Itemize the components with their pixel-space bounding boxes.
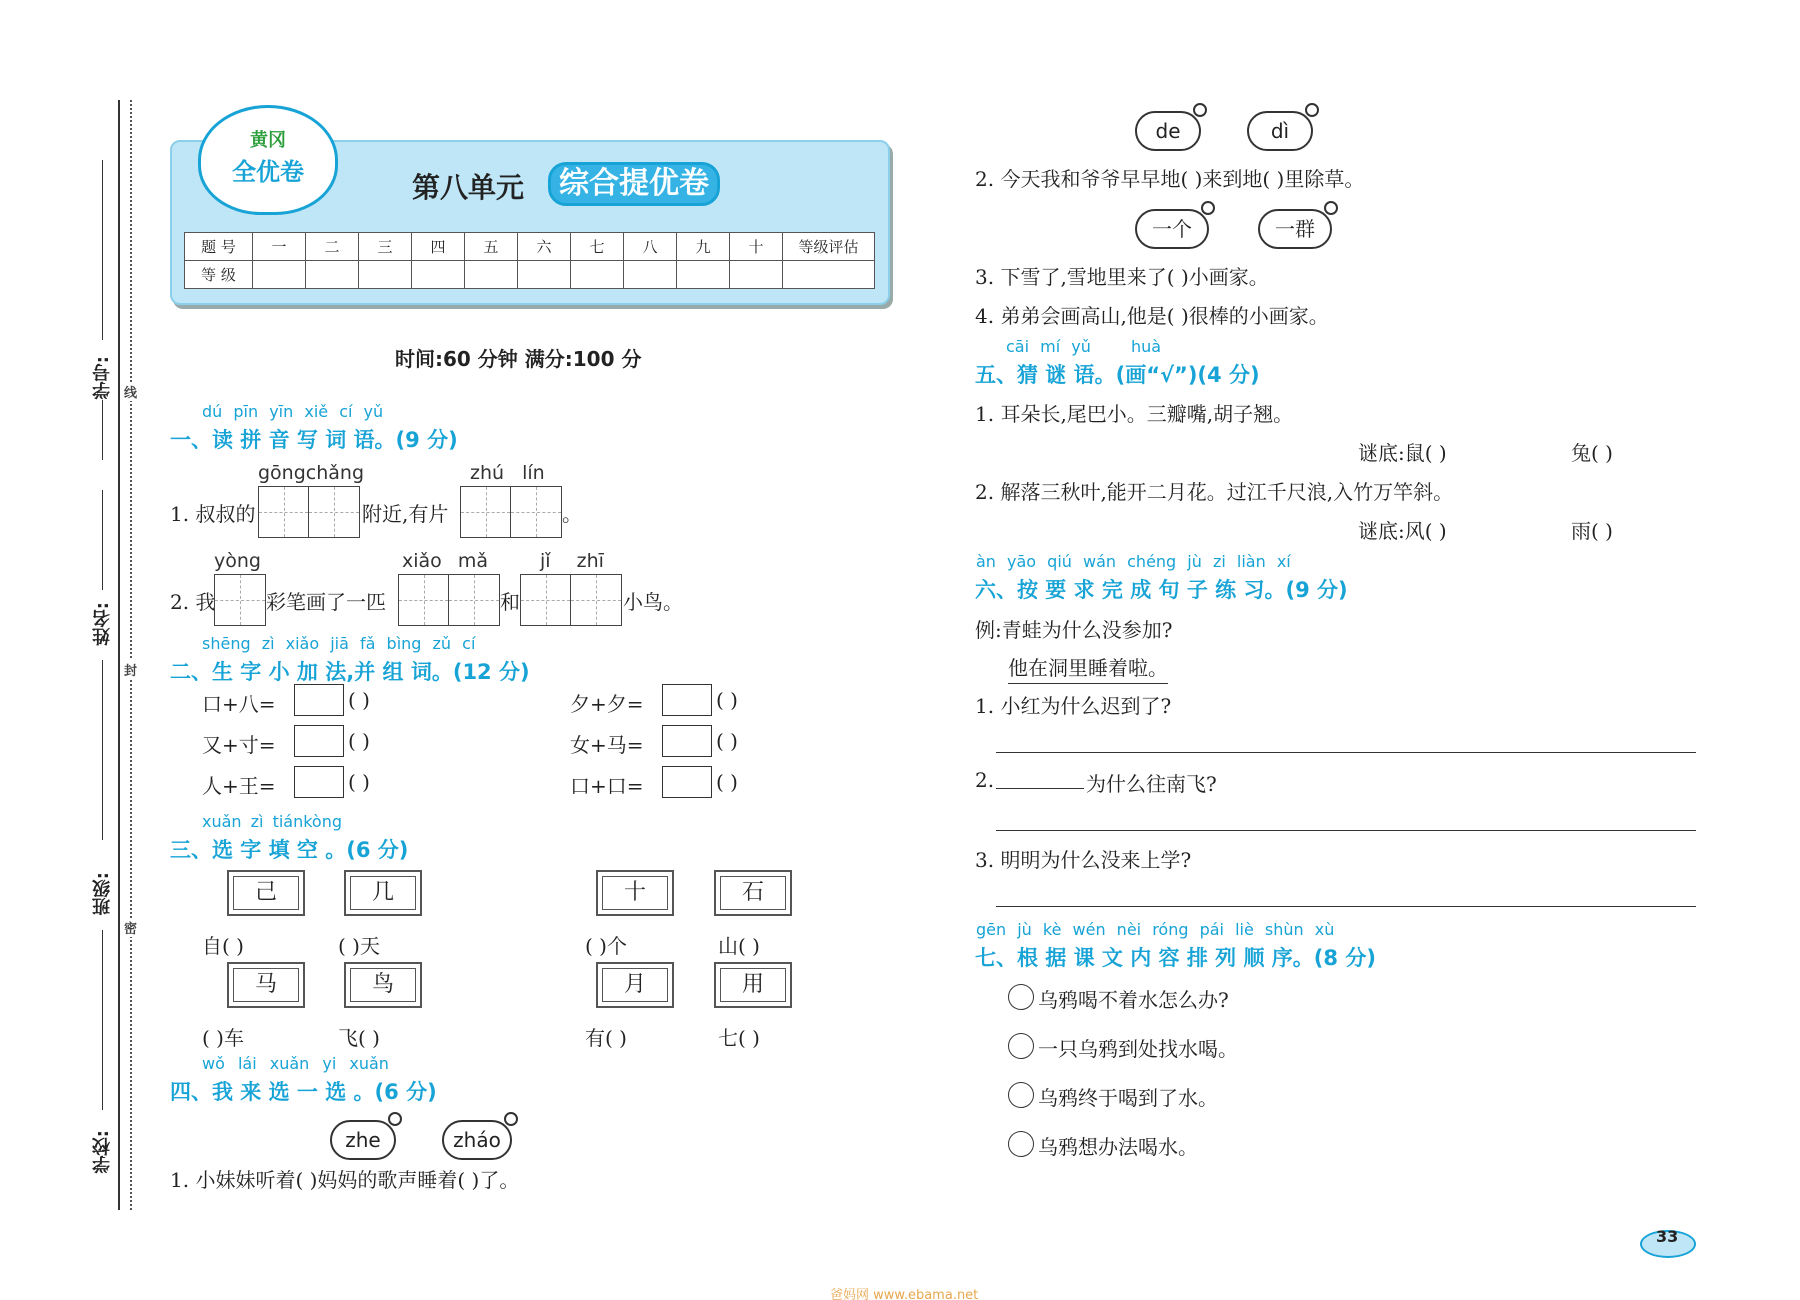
binding-margin [60,100,140,1210]
s2-formula: 口+八= [202,692,276,716]
s3-blank[interactable]: 飞( ) [338,1026,380,1050]
score-col-header: 四 [412,233,465,261]
name-line [102,490,103,590]
s7-pinyin: gēn jù kè wén nèi róng pái liè shùn xù [976,920,1335,939]
student-id-label: 学号: [92,356,113,400]
s5-q2: 2. 解落三秋叶,能开二月花。过江千尺浪,入竹万竿斜。 [975,480,1454,504]
cut-mark-feng: 封 [124,660,137,679]
s4-q4: 4. 弟弟会画高山,他是( )很棒的小画家。 [975,304,1329,328]
s2-word-blank[interactable]: ( ) [716,770,738,794]
s2-answer-box[interactable] [294,725,344,757]
s3-choice-frame: 鸟 [344,962,422,1008]
s1-q2-pinyin-a: yòng [214,550,261,572]
s4-title: 四、我 来 选 一 选 。(6 分) [170,1080,437,1104]
s4-q1: 1. 小妹妹听着( )妈妈的歌声睡着( )了。 [170,1168,520,1192]
s5-a1-mouse: 谜底:鼠( ) [1358,441,1447,465]
s4-q1-choice-a: zhe [330,1120,396,1160]
s6-title: 六、按 要 求 完 成 句 子 练 习。(9 分) [975,578,1348,602]
s1-title: 一、读 拼 音 写 词 语。(9 分) [170,428,458,452]
score-col-header: 三 [359,233,412,261]
score-col-header: 一 [253,233,306,261]
page-number: 33 [1656,1227,1679,1246]
s2-formula: 夕+夕= [570,692,644,716]
s2-title: 二、生 字 小 加 法,并 组 词。(12 分) [170,660,530,684]
s4-q1-choice-b: zháo [442,1120,512,1160]
score-cell[interactable] [306,261,359,289]
s2-word-blank[interactable]: ( ) [348,729,370,753]
score-cell[interactable] [359,261,412,289]
s2-answer-box[interactable] [294,766,344,798]
s4-q2-choice-a: de [1135,111,1201,151]
s3-blank[interactable]: 七( ) [718,1026,760,1050]
score-col-header: 五 [465,233,518,261]
s1-q2-text-a: 2. 我 [170,590,216,614]
s6-pinyin: àn yāo qiú wán chéng jù zi liàn xí [976,552,1291,571]
s2-formula: 又+寸= [202,733,276,757]
s1-q1-text-b: 附近,有片 [362,502,449,526]
s5-a2-rain: 雨( ) [1571,519,1613,543]
s1-q1-pinyin-b: zhú lín [470,462,545,484]
score-col-header: 等级评估 [783,233,875,261]
score-cell[interactable] [412,261,465,289]
time-info: 时间:60 分钟 满分:100 分 [395,347,642,371]
score-table-header-label: 题 号 [185,233,253,261]
cut-mark-xian: 线 [124,382,137,401]
s7-order-circle[interactable] [1008,1082,1034,1108]
s1-q2-grid-a[interactable] [214,574,266,626]
s1-q1-text-a: 1. 叔叔的 [170,502,256,526]
s6-q3: 3. 明明为什么没来上学? [975,848,1192,872]
s1-pinyin: dú pīn yīn xiě cí yǔ [202,402,384,421]
s3-choice-frame: 几 [344,870,422,916]
name-line-2 [102,660,103,840]
s3-pinyin: xuǎn zì tiánkòng [202,812,343,831]
s4-q2-choice-b: dì [1247,111,1313,151]
score-cell[interactable] [624,261,677,289]
s2-word-blank[interactable]: ( ) [348,688,370,712]
score-cell[interactable] [253,261,306,289]
s2-formula: 人+王= [202,774,276,798]
s3-choice-frame: 用 [714,962,792,1008]
student-id-line-2 [102,400,103,460]
s5-q1: 1. 耳朵长,尾巴小。三瓣嘴,胡子翘。 [975,402,1294,426]
s2-formula: 女+马= [570,733,644,757]
s4-q2: 2. 今天我和爷爷早早地( )来到地( )里除草。 [975,167,1365,191]
class-line [102,930,103,1110]
s3-choice-frame: 十 [596,870,674,916]
s5-title: 五、猜 谜 语。(画“√”)(4 分) [975,363,1260,387]
score-col-header: 二 [306,233,359,261]
binding-solid-line [118,100,120,1210]
s2-pinyin: shēng zì xiǎo jiā fǎ bìng zǔ cí [202,634,476,653]
footer-watermark: 爸妈网 www.ebama.net [830,1288,979,1300]
logo-top-text: 黄冈 [250,130,286,151]
score-col-header: 八 [624,233,677,261]
s3-blank[interactable]: 自( ) [202,934,244,958]
s7-order-circle[interactable] [1008,984,1034,1010]
s3-choice-frame: 马 [227,962,305,1008]
s6-q2-blank[interactable] [996,788,1084,789]
s3-blank[interactable]: ( )车 [202,1026,244,1050]
score-table [184,232,875,289]
s4-q3-choice-b: 一群 [1258,209,1332,249]
score-cell[interactable] [783,261,875,289]
s3-blank[interactable]: 有( ) [585,1026,627,1050]
s2-answer-box[interactable] [294,684,344,716]
s1-q2-text-c: 和 [500,590,520,614]
title-badge: 综合提优卷 [548,162,720,206]
s3-choice-frame: 石 [714,870,792,916]
score-cell[interactable] [465,261,518,289]
logo-badge [198,105,338,215]
s3-blank[interactable]: ( )个 [585,934,627,958]
s2-answer-box[interactable] [662,725,712,757]
s6-example-answer: 他在洞里睡着啦。 [1008,652,1168,684]
cut-mark-mi: 密 [124,918,137,937]
s7-item: 乌鸦想办法喝水。 [1038,1135,1198,1159]
s7-item: 一只乌鸦到处找水喝。 [1038,1037,1238,1061]
student-id-line [102,160,103,340]
s2-formula: 口+口= [570,774,644,798]
score-col-header: 十 [730,233,783,261]
score-table-grade-label: 等 级 [185,261,253,289]
s5-pinyin-b: huà [1131,337,1162,356]
s1-q2-grid-c[interactable] [520,574,622,626]
s3-blank[interactable]: 山( ) [718,934,760,958]
s5-a2-wind: 谜底:风( ) [1358,519,1447,543]
school-label: 学校: [92,1130,113,1174]
s6-q1-answer-line[interactable] [996,752,1696,753]
s1-q2-text-b: 彩笔画了一匹 [266,590,386,614]
s2-answer-box[interactable] [662,684,712,716]
s1-q1-grid-b[interactable] [460,486,562,538]
s1-q1-text-c: 。 [562,502,582,526]
s5-a1-rabbit: 兔( ) [1571,441,1613,465]
score-col-header: 九 [677,233,730,261]
s4-q3-choice-a: 一个 [1135,209,1209,249]
s1-q2-pinyin-b: xiǎo mǎ [402,550,488,572]
binding-dotted-line [130,100,132,1210]
s6-q2-num: 2. [975,768,995,792]
s3-choice-frame: 月 [596,962,674,1008]
s1-q2-text-d: 小鸟。 [623,590,683,614]
s6-q3-answer-line[interactable] [996,906,1696,907]
s4-q3: 3. 下雪了,雪地里来了( )小画家。 [975,265,1269,289]
s3-choice-frame: 己 [227,870,305,916]
score-cell[interactable] [571,261,624,289]
s1-q1-pinyin-a: gōngchǎng [258,462,365,484]
logo-bottom-text: 全优卷 [232,158,304,186]
s2-answer-box[interactable] [662,766,712,798]
s7-item: 乌鸦喝不着水怎么办? [1038,988,1229,1012]
s2-word-blank[interactable]: ( ) [716,729,738,753]
s6-example: 例:青蛙为什么没参加? [975,618,1173,642]
s7-order-circle[interactable] [1008,1131,1034,1157]
s6-q1: 1. 小红为什么迟到了? [975,694,1172,718]
s1-q2-pinyin-c: jǐ zhī [540,550,604,572]
page-title: 第八单元 [412,171,525,204]
s7-title: 七、根 据 课 文 内 容 排 列 顺 序。(8 分) [975,946,1376,970]
score-cell[interactable] [730,261,783,289]
s2-word-blank[interactable]: ( ) [716,688,738,712]
class-label: 班级: [92,872,113,916]
s7-order-circle[interactable] [1008,1033,1034,1059]
s5-pinyin-a: cāi mí yǔ [1006,337,1091,356]
score-cell[interactable] [677,261,730,289]
name-label: 姓名: [92,602,113,646]
score-col-header: 七 [571,233,624,261]
s7-item: 乌鸦终于喝到了水。 [1038,1086,1218,1110]
s4-pinyin: wǒ lái xuǎn yi xuǎn [202,1054,389,1073]
s1-q1-grid-a[interactable] [258,486,360,538]
s6-q2-text: 为什么往南飞? [1086,772,1217,796]
s3-blank[interactable]: ( )天 [338,934,380,958]
score-cell[interactable] [518,261,571,289]
score-col-header: 六 [518,233,571,261]
s3-title: 三、选 字 填 空 。(6 分) [170,838,409,862]
s2-word-blank[interactable]: ( ) [348,770,370,794]
s1-q2-grid-b[interactable] [398,574,500,626]
s6-q2-answer-line[interactable] [996,830,1696,831]
